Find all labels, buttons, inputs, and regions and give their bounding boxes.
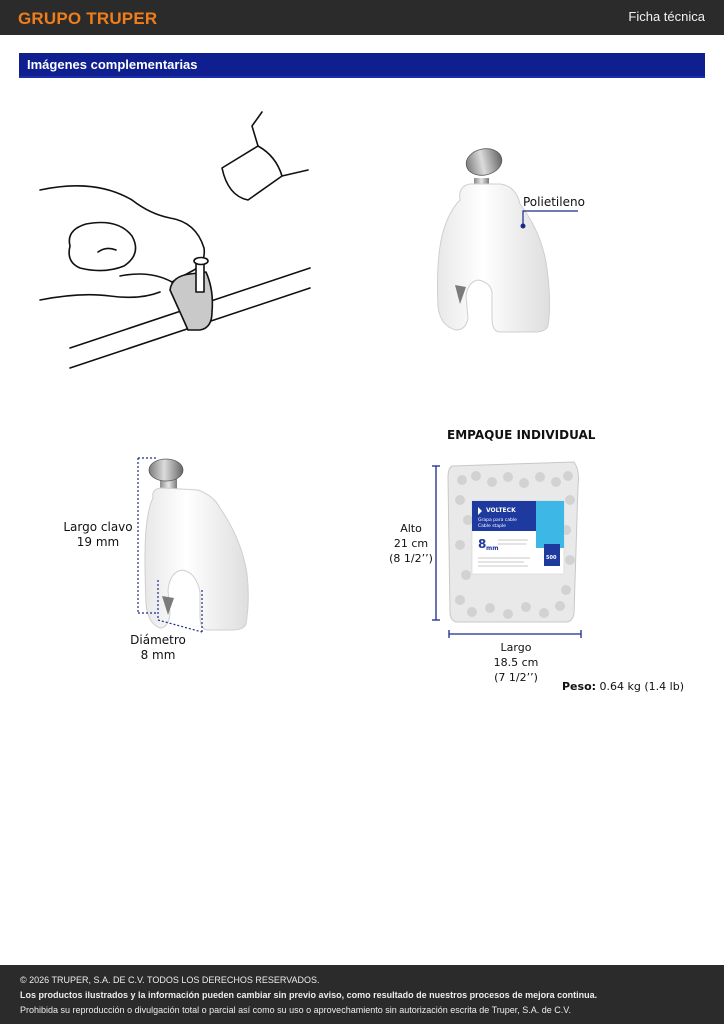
package-length-in: (7 1/2’’) (494, 671, 538, 684)
package-length-cm: 18.5 cm (493, 656, 539, 669)
pack-product-en: Cable staple (478, 524, 506, 529)
pack-size: 8 (478, 537, 487, 551)
weight-label: Peso: (562, 680, 597, 693)
pack-product-es: Grapa para cable (478, 518, 517, 523)
package-height-label: Alto (400, 522, 422, 535)
nail-length-label (62, 520, 134, 550)
document-type: Ficha técnica (628, 9, 705, 24)
package-height-in: (8 1/2’’) (389, 552, 433, 565)
footer-copyright: © 2026 TRUPER, S.A. DE C.V. TODOS LOS DERECHOS RESERVADOS. (20, 975, 320, 985)
footer-prohibition: Prohibida su reproducción o divulgación total o parcial así como su uso o aprovechamiento sin autorización escrita de Truper, S.A. de C.V. (20, 1005, 571, 1015)
nail-length-value: 19 mm (76, 535, 120, 549)
footer-notice: Los productos ilustrados y la información pueden cambiar sin previo aviso, como resultado de nuestros procesos de mejora continua. (20, 990, 598, 1000)
diameter-label (124, 633, 192, 663)
diameter-title: Diámetro (130, 633, 186, 647)
package-image (432, 462, 581, 638)
diameter-value: 8 mm (140, 648, 176, 662)
pack-brand: VOLTECK (486, 507, 516, 514)
page-footer (0, 965, 724, 1024)
material-callout: Polietileno (523, 195, 585, 209)
package-weight (562, 679, 684, 694)
package-length (486, 640, 546, 685)
section-title: Imágenes complementarias (27, 57, 198, 72)
package-length-label: Largo (500, 641, 532, 654)
package-heading: EMPAQUE INDIVIDUAL (447, 428, 596, 442)
product-photo (438, 146, 579, 332)
pack-size-unit: mm (486, 545, 499, 552)
brand-logo: GRUPO TRUPER (18, 9, 158, 28)
weight-value: 0.64 kg (1.4 lb) (599, 680, 684, 693)
installation-drawing (40, 112, 310, 368)
pack-qty: 500 (546, 555, 557, 561)
nail-length-title: Largo clavo (63, 520, 133, 534)
staple-dimension-drawing (138, 458, 248, 632)
package-height (388, 521, 434, 566)
package-height-cm: 21 cm (393, 537, 429, 550)
